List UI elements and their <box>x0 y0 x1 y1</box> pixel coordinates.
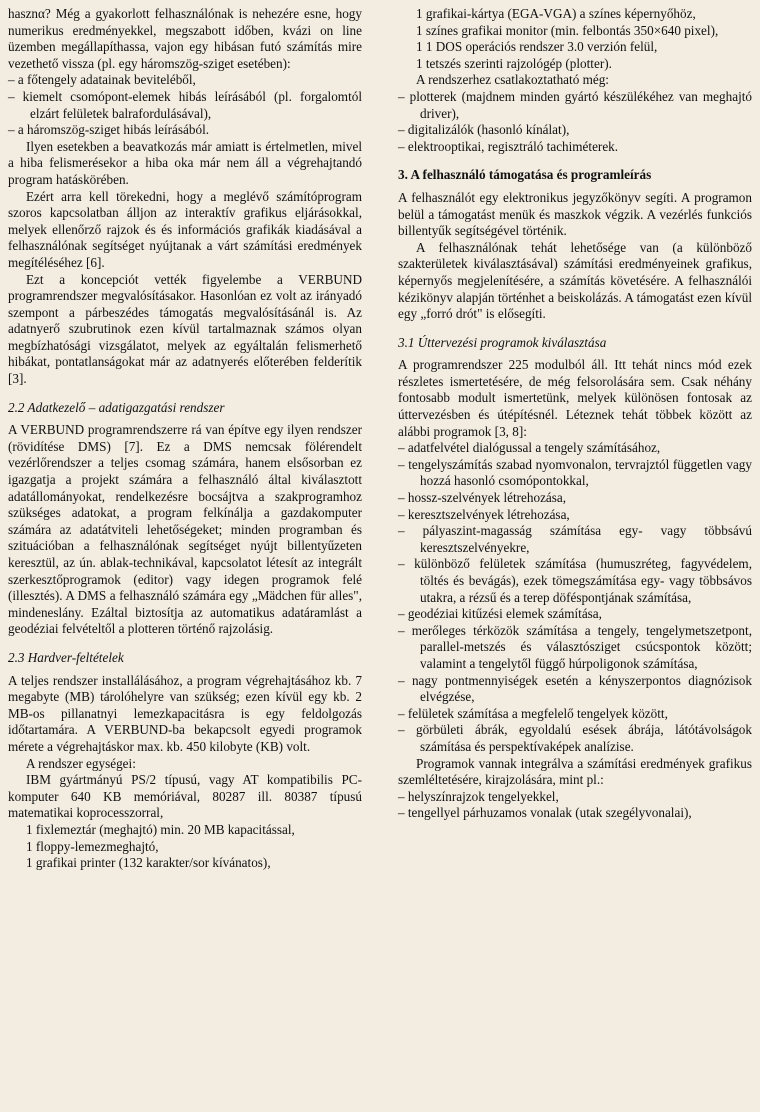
right-column <box>398 6 752 822</box>
hardware-item: 1 színes grafikai monitor (min. felbontás 350×640 pixel), <box>416 22 719 38</box>
paragraph: IBM gyártmányú PS/2 típusú, vagy AT kompatibilis PC-komputer 640 KB memóriával, 80287 ill. 80387 típusú matematikai koprocesszorral, <box>8 772 362 821</box>
list-item: – görbületi ábrák, egyoldalú esések ábrája, látótávolságok számítása és perspektívaképek analízise. <box>398 722 752 754</box>
section-heading-2-2: 2.2 Adatkezelő – adatigazgatási rendszer <box>8 399 225 415</box>
list-item: – elektrooptikai, regisztráló tachiméterek. <box>398 138 619 154</box>
list-item: – helyszínrajzok tengelyekkel, <box>398 788 559 804</box>
list-item: – különböző felületek számítása (humuszréteg, fagyvédelem, töltés és bevágás), ezek tömegszámítása egy- vagy többsávos utakra, a rézsű és a terep döféspontjának számítása, <box>398 556 752 605</box>
hardware-item: 1 grafikai printer (132 karakter/sor kívánatos), <box>26 855 271 871</box>
list-item: – tengelyszámítás szabad nyomvonalon, tervrajztól független vagy hozzá hasonló csomópontokkal, <box>398 456 752 489</box>
list-item: – plotterek (majdnem minden gyártó készülékéhez van meghajtó driver), <box>398 88 752 121</box>
section-heading-2-3: 2.3 Hardver-feltételek <box>8 649 124 665</box>
list-item: – geodéziai kitűzési elemek számítása, <box>398 606 602 622</box>
list-item: – merőleges térközök számítása a tengely, tengelymetszetpont, parallel-metszés és választósziget csúcspontok között; valamint a tengelytől függő húrpoligonok számítása, <box>398 622 752 671</box>
paragraph: A rendszer egységei: <box>26 755 136 771</box>
paragraph: A programrendszer 225 modulból áll. Itt tehát nincs mód ezek részletes ismertetésére, de még felsorolására sem. Csak néhány fontosabb modult ismertetünk, melyek különösen fontosak az úttervezésben és útépítésnél. Léteznek tehát többek között az alábbi programok [3, 8]: <box>398 357 752 439</box>
paragraph: A felhasználót egy elektronikus jegyzőkönyv segíti. A programon belül a támogatást menük és maszkok végzik. A vezérlés funkciós billentyűk segítségével történik. <box>398 189 752 239</box>
list-item: – kiemelt csomópont-elemek hibás leírásából (pl. forgalomtól elzárt felületek balrafordulásával), <box>8 88 362 121</box>
section-heading-3: 3. A felhasználó támogatása és programleírás <box>398 167 652 183</box>
hardware-item: 1 1 DOS operációs rendszer 3.0 verzión felül, <box>416 39 658 55</box>
list-item: – tengellyel párhuzamos vonalak (utak szegélyvonalai), <box>398 805 692 821</box>
list-item: – adatfelvétel dialógussal a tengely számításához, <box>398 440 661 456</box>
list-item: – hossz-szelvények létrehozása, <box>398 490 567 506</box>
hardware-item: 1 fixlemeztár (meghajtó) min. 20 MB kapacitással, <box>26 821 295 837</box>
list-item: – digitalizálók (hasonló kínálat), <box>398 122 570 138</box>
hardware-item: 1 floppy-lemezmeghajtó, <box>26 838 159 854</box>
section-heading-3-1: 3.1 Úttervezési programok kiválasztása <box>398 334 607 350</box>
hardware-item: 1 tetszés szerinti rajzológép (plotter). <box>416 55 612 71</box>
paragraph: hasznα? Még a gyakorlott felhasználónak is nehezére esne, hogy numerikus eredményekkel, megszabott időben, kvázi on line üzemben megállapíthassa, vajon egy hibásan futó számítás mire vezethető vissza (pl. egy háromszög-sziget esetében): <box>8 6 362 71</box>
paragraph: A rendszerhez csatlakoztatható még: <box>416 72 609 88</box>
left-column <box>8 6 362 872</box>
hardware-item: 1 grafikai-kártya (EGA-VGA) a színes képernyőhöz, <box>416 6 696 21</box>
paragraph: A felhasználónak tehát lehetősége van (a különböző szakterületek kiválasztásával) számítási eredményeinek grafikus, képernyős megjelenítésére, a számítás követésére. A felhasználói kézikönyv alapján történhet a beiskolázás. A támogatást ezen kívül egy „forró drót" is elősegíti. <box>398 239 752 322</box>
paragraph: A VERBUND programrendszerre rá van építve egy ilyen rendszer (rövidítése DMS) [7]. Ez a DMS nemcsak fölérendelt vezérlőrendszer a teljes csomag számára, hanem elsősorban ez igazgatja a projekt számára a felhasználó által kiválasztott adatállományokat, rendelkezésre bocsájtva a szakprogramhoz szükséges adatokat, a program felkínálja a gazdakomputer számára az adatátviteli lehetőségeket; minden programban és szituációban a felhasználónak segítséget nyújt billentyűzeten keresztül, az ún. ablak-technikával, kapcsolatot létesít az integrált szerkesztőprogramok (editor) vagy idegen programok felé (illesztés). A DMS a felhasználó számára egy „Mädchen für alles", mindeneslány. Ezáltal biztosítja az automatikus adatáramlást a geodéziai felvételtől a plotteren történő rajzolásig. <box>8 422 362 637</box>
list-item: – a háromszög-sziget hibás leírásából. <box>8 122 210 138</box>
list-item: – keresztszelvények létrehozása, <box>398 506 570 522</box>
paragraph: Ilyen esetekben a beavatkozás már amiatt is értelmetlen, mivel a hiba felismerésekor a hiba oka már nem áll a végrehajtandó program hatáskörében. <box>8 138 362 187</box>
paragraph: A teljes rendszer installálásához, a program végrehajtásához kb. 7 megabyte (MB) tárolóhelyre van szükség; ezen kívül egy kb. 2 MB-os pillanatnyi lemezkapacitásra is egy feldolgozás időtartamára. A VERBUND-ba bekapcsolt egyedi programok mérete a végrehajtáskor max. kb. 450 kilobyte (KB) volt. <box>8 672 362 754</box>
list-item: – nagy pontmennyiségek esetén a kényszerpontos diagnózisok elvégzése, <box>398 672 752 705</box>
list-item: – felületek számítása a megfelelő tengelyek között, <box>398 705 668 721</box>
list-item: – pályaszint-magasság számítása egy- vagy többsávú keresztszelvényekre, <box>398 523 752 555</box>
paragraph: Ezért arra kell törekedni, hogy a meglévő számítóprogram szoros kapcsolatban álljon az interaktív grafikus eljárásokkal, melyek ellenőrző rajzok és és információs grafikák kiadásával a felhasználónak segítséget nyújtanak a várt számítási eredmények megítéléséhez [6]. <box>8 188 362 270</box>
list-item: – a főtengely adatainak beviteléből, <box>8 72 196 88</box>
paragraph: Ezt a koncepciót vették figyelembe a VERBUND programrendszer megvalósításakor. Hasonlóan ez volt az irányadó szempont a párbeszédes támogatás megvalósításánál is. Az adatnyerő szubrutinok ezen kívül tartalmaznak számos olyan megbízhatósági vizsgálatot, melyek az egyáltalán felismerhető hibákat, pontatlanságokat már az adatnyerés előterében felderítik [3]. <box>8 271 362 387</box>
paragraph: Programok vannak integrálva a számítási eredmények grafikus szemléltetésére, kirajzolására, mint pl.: <box>398 755 752 788</box>
